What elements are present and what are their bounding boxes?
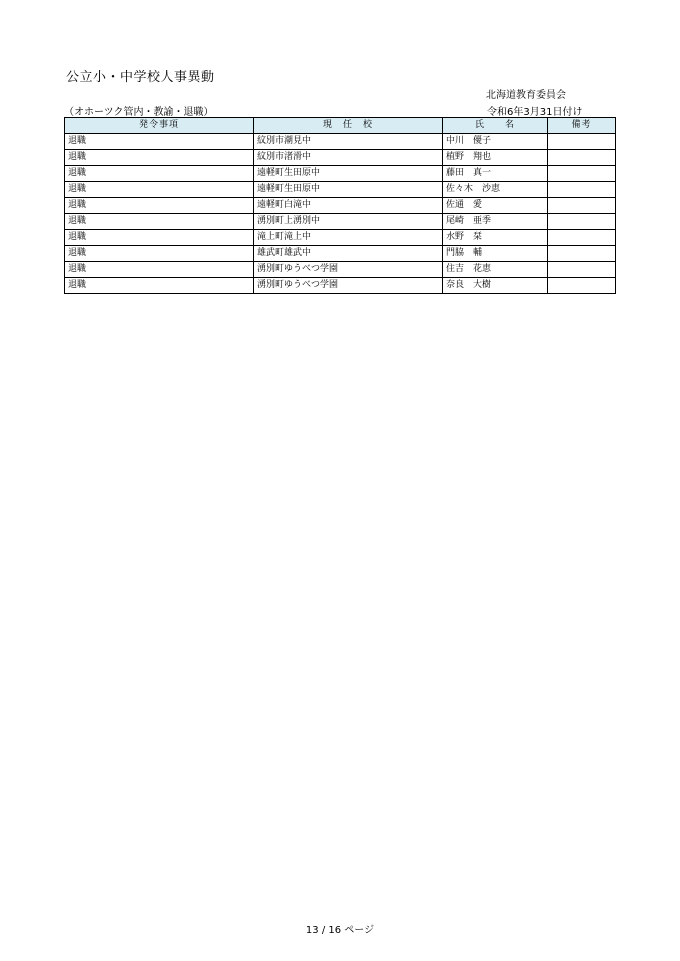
- cell-name: 奈良 大樹: [443, 278, 548, 294]
- cell-order: 退職: [65, 246, 254, 262]
- column-header-order: 発令事項: [65, 118, 254, 134]
- cell-remarks: [548, 166, 616, 182]
- table-row: [65, 230, 616, 246]
- cell-name: 住吉 花恵: [443, 262, 548, 278]
- cell-name: 門脇 輔: [443, 246, 548, 262]
- table-row: [65, 246, 616, 262]
- cell-remarks: [548, 150, 616, 166]
- cell-order: 退職: [65, 230, 254, 246]
- effective-date: 令和6年3月31日付け: [487, 107, 583, 118]
- cell-remarks: [548, 262, 616, 278]
- table-header-row: [65, 118, 616, 134]
- cell-school: 紋別市潮見中: [254, 134, 443, 150]
- cell-school: 湧別町上湧別中: [254, 214, 443, 230]
- cell-order: 退職: [65, 198, 254, 214]
- column-header-school: 現 任 校: [254, 118, 443, 134]
- cell-order: 退職: [65, 182, 254, 198]
- column-header-remarks: 備考: [548, 118, 616, 134]
- cell-school: 遠軽町生田原中: [254, 166, 443, 182]
- personnel-table: [64, 117, 616, 294]
- cell-name: 水野 栞: [443, 230, 548, 246]
- cell-name: 尾崎 亜季: [443, 214, 548, 230]
- cell-remarks: [548, 278, 616, 294]
- cell-order: 退職: [65, 262, 254, 278]
- table-row: [65, 182, 616, 198]
- cell-remarks: [548, 182, 616, 198]
- cell-order: 退職: [65, 214, 254, 230]
- page-number: 13 / 16 ページ: [305, 925, 375, 936]
- cell-name: 中川 優子: [443, 134, 548, 150]
- cell-remarks: [548, 246, 616, 262]
- table-row: [65, 198, 616, 214]
- table-row: [65, 134, 616, 150]
- cell-school: 雄武町雄武中: [254, 246, 443, 262]
- cell-order: 退職: [65, 166, 254, 182]
- table-row: [65, 166, 616, 182]
- cell-school: 湧別町ゆうべつ学園: [254, 278, 443, 294]
- table-row: [65, 214, 616, 230]
- cell-name: 藤田 真一: [443, 166, 548, 182]
- table-row: [65, 262, 616, 278]
- cell-school: 紋別市渚滑中: [254, 150, 443, 166]
- cell-school: 湧別町ゆうべつ学園: [254, 262, 443, 278]
- issuer-name: 北海道教育委員会: [486, 90, 566, 101]
- cell-school: 遠軽町生田原中: [254, 182, 443, 198]
- cell-remarks: [548, 230, 616, 246]
- cell-name: 佐通 愛: [443, 198, 548, 214]
- cell-order: 退職: [65, 134, 254, 150]
- section-subtitle: （オホーツク管内・教諭・退職）: [64, 107, 214, 118]
- cell-school: 遠軽町白滝中: [254, 198, 443, 214]
- page-title: 公立小・中学校人事異動: [66, 70, 215, 85]
- cell-name: 植野 翔也: [443, 150, 548, 166]
- cell-order: 退職: [65, 278, 254, 294]
- table-row: [65, 150, 616, 166]
- cell-school: 滝上町滝上中: [254, 230, 443, 246]
- column-header-name: 氏 名: [443, 118, 548, 134]
- table-row: [65, 278, 616, 294]
- cell-remarks: [548, 214, 616, 230]
- cell-remarks: [548, 198, 616, 214]
- cell-order: 退職: [65, 150, 254, 166]
- cell-remarks: [548, 134, 616, 150]
- table-body: [65, 134, 616, 294]
- cell-name: 佐々木 沙恵: [443, 182, 548, 198]
